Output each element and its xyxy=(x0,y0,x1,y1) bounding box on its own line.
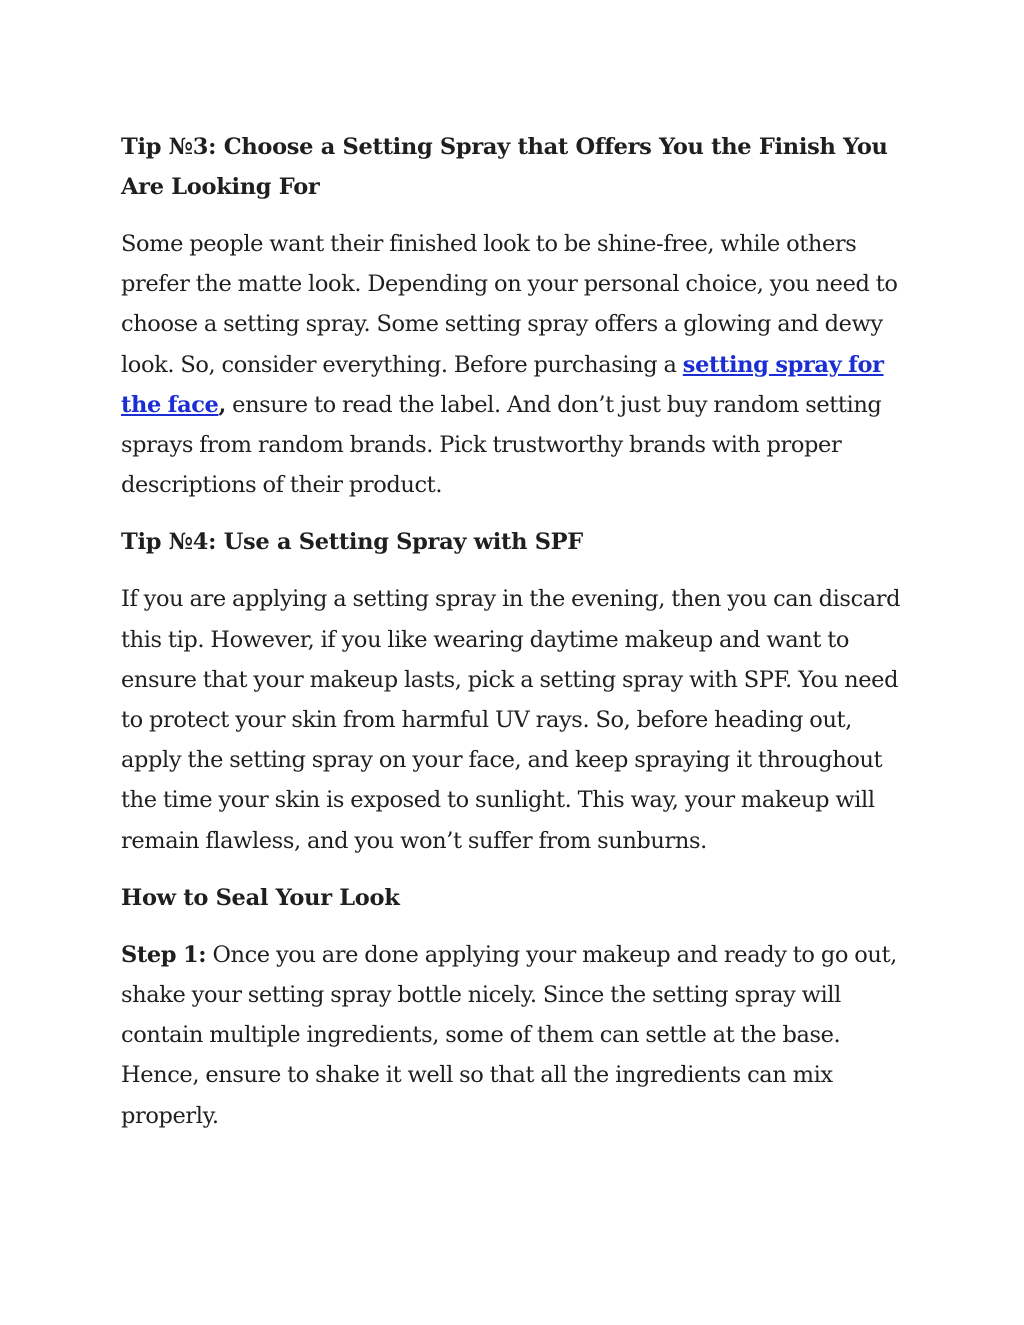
tip3-heading: Tip №3: Choose a Setting Spray that Offers You the Finish You Are Looking For xyxy=(121,134,888,200)
step1-text: Once you are done applying your makeup and ready to go out, shake your setting spray bottle nicely. Since the setting spray will contain multiple ingredients, some of them can settle at the base. Hence, ensure to shake it well so that all the ingredients can mix properly. xyxy=(121,941,897,1129)
setting-spray-link[interactable]: setting spray for the face xyxy=(121,351,884,418)
seal-heading: How to Seal Your Look xyxy=(121,884,400,911)
tip4-paragraph: If you are applying a setting spray in the evening, then you can discard this tip. However, if you like wearing daytime makeup and want to ensure that your makeup lasts, pick a setting spray with SPF. You need to protect your skin from harmful UV rays. So, before heading out, apply the setting spray on your face, and keep spraying it throughout the time your skin is exposed to sunlight. This way, your makeup will remain flawless, and you won’t suffer from sunburns. xyxy=(121,586,901,854)
step1-label: Step 1: xyxy=(121,941,207,968)
tip4-heading: Tip №4: Use a Setting Spray with SPF xyxy=(121,529,583,556)
tip3-text-before-link: Some people want their finished look to be shine-free, while others prefer the matte look. Depending on your personal choice, you need to choose a setting spray. Some setting spray offers a glowing and dewy look. So, consider everything. Before purchasing a xyxy=(121,231,898,378)
step1-paragraph xyxy=(121,935,911,1136)
tip3-paragraph xyxy=(121,224,911,505)
tip3-text-after-link: ensure to read the label. And don’t just buy random setting sprays from random brands. Pick trustworthy brands with proper descriptions of their product. xyxy=(121,391,882,499)
tip3-link-comma: , xyxy=(218,391,226,418)
document-page xyxy=(121,127,911,1136)
